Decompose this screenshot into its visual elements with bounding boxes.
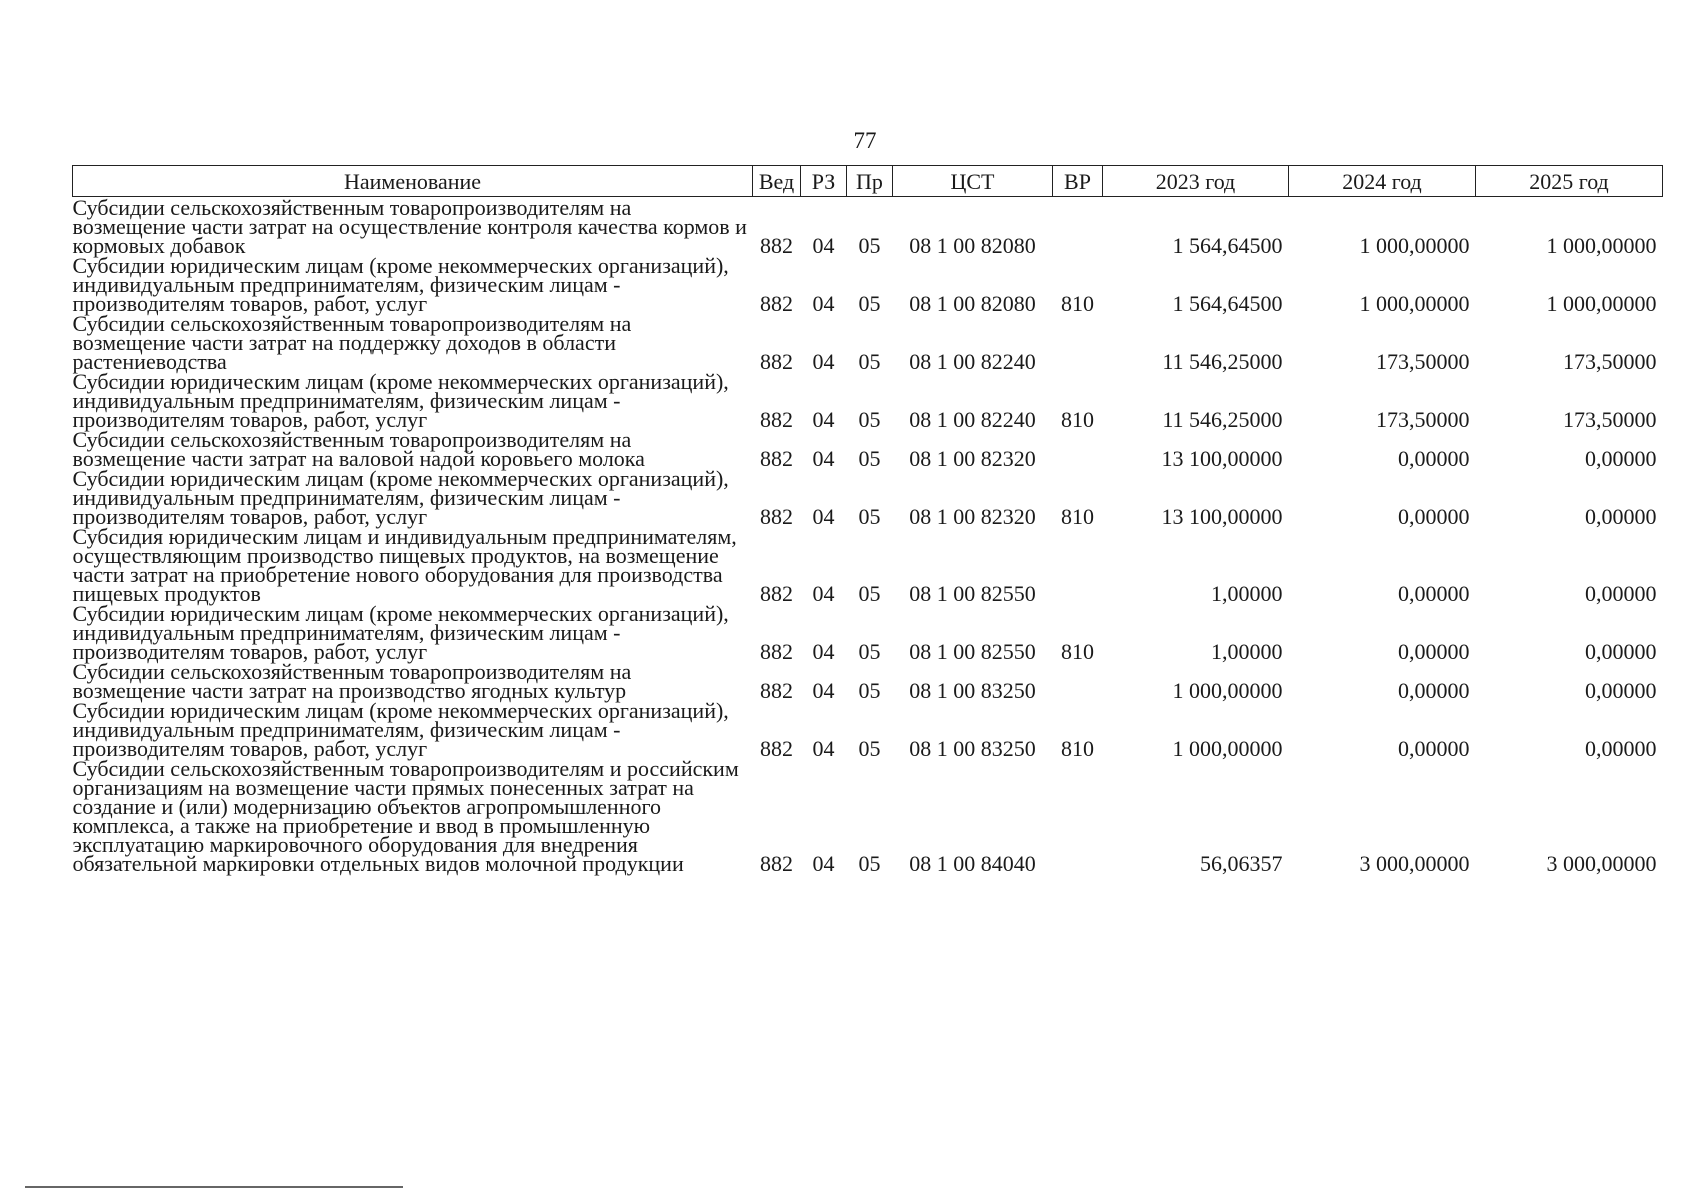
row-ved: 882	[760, 407, 793, 432]
row-2025: 0,00000	[1585, 504, 1657, 529]
row-2025: 3 000,00000	[1546, 851, 1657, 876]
page-number: 77	[853, 128, 877, 153]
row-rz: 04	[812, 407, 835, 432]
table-row	[73, 526, 1663, 603]
row-vr: 810	[1061, 291, 1094, 316]
row-ved: 882	[760, 446, 793, 471]
row-name: Субсидии сельскохозяйственным товаропроизводителям на возмещение части затрат на осуществление контроля качества кормов и кормовых добавок	[72, 195, 747, 258]
row-2025: 1 000,00000	[1546, 291, 1657, 316]
row-cst: 08 1 00 83250	[909, 678, 1036, 703]
row-rz: 04	[812, 736, 835, 761]
row-name: Субсидии юридическим лицам (кроме некоммерческих организаций), индивидуальным предпринимателям, физическим лицам - производителям товаров, работ, услуг	[72, 698, 729, 761]
row-name: Субсидии юридическим лицам (кроме некоммерческих организаций), индивидуальным предпринимателям, физическим лицам - производителям товаров, работ, услуг	[72, 253, 729, 316]
row-rz: 04	[812, 233, 835, 258]
row-2024: 0,00000	[1398, 446, 1470, 471]
row-2023: 56,06357	[1200, 851, 1283, 876]
row-2025: 0,00000	[1585, 678, 1657, 703]
row-cst: 08 1 00 82240	[909, 349, 1036, 374]
header-pr: Пр	[847, 166, 893, 197]
row-name: Субсидия юридическим лицам и индивидуальным предпринимателям, осуществляющим производство пищевых продуктов, на возмещение части затрат на приобретение нового оборудования для производства пищевых продуктов	[72, 524, 737, 606]
header-ved: Вед	[753, 166, 801, 197]
row-2024: 173,50000	[1376, 407, 1470, 432]
row-2025: 0,00000	[1585, 639, 1657, 664]
row-vr: 810	[1061, 736, 1094, 761]
table-row	[73, 197, 1663, 256]
row-cst: 08 1 00 82320	[909, 504, 1036, 529]
budget-table	[72, 165, 1663, 876]
row-vr	[1053, 429, 1103, 468]
row-2024: 3 000,00000	[1359, 851, 1470, 876]
header-vr: ВР	[1053, 166, 1103, 197]
row-rz: 04	[812, 639, 835, 664]
table-row	[73, 700, 1663, 758]
row-vr	[1053, 526, 1103, 603]
row-pr: 05	[858, 446, 881, 471]
row-2023: 1 564,64500	[1172, 233, 1283, 258]
row-vr	[1053, 197, 1103, 256]
row-2023: 1 000,00000	[1172, 736, 1283, 761]
row-ved: 882	[760, 639, 793, 664]
row-2023: 1,00000	[1211, 639, 1283, 664]
row-pr: 05	[858, 407, 881, 432]
row-pr: 05	[858, 349, 881, 374]
row-name: Субсидии сельскохозяйственным товаропроизводителям на возмещение части затрат на поддержку доходов в области растениеводства	[72, 311, 632, 374]
row-pr: 05	[858, 639, 881, 664]
row-ved: 882	[760, 581, 793, 606]
row-vr	[1053, 313, 1103, 371]
row-2023: 13 100,00000	[1161, 446, 1283, 471]
row-pr: 05	[858, 851, 881, 876]
row-rz: 04	[812, 504, 835, 529]
row-cst: 08 1 00 82080	[909, 291, 1036, 316]
row-rz: 04	[812, 446, 835, 471]
row-name: Субсидии юридическим лицам (кроме некоммерческих организаций), индивидуальным предпринимателям, физическим лицам - производителям товаров, работ, услуг	[72, 466, 729, 529]
row-vr: 810	[1061, 639, 1094, 664]
row-2023: 1 000,00000	[1172, 678, 1283, 703]
row-pr: 05	[858, 581, 881, 606]
row-rz: 04	[812, 851, 835, 876]
row-name: Субсидии сельскохозяйственным товаропроизводителям и российским организациям на возмещение части прямых понесенных затрат на создание и (или) модернизацию объектов агропромышленного комплекса, а также на приобретение и ввод в промышленную эксплуатацию маркировочного оборудования для внедрения обязательной маркировки отдельных видов молочной продукции	[72, 756, 739, 876]
row-2024: 0,00000	[1398, 678, 1470, 703]
row-2025: 0,00000	[1585, 446, 1657, 471]
row-2024: 0,00000	[1398, 736, 1470, 761]
row-cst: 08 1 00 82320	[909, 446, 1036, 471]
row-2025: 0,00000	[1585, 581, 1657, 606]
row-pr: 05	[858, 736, 881, 761]
table-row	[73, 313, 1663, 371]
table-header-row	[73, 166, 1663, 197]
row-name: Субсидии сельскохозяйственным товаропроизводителям на возмещение части затрат на производство ягодных культур	[72, 659, 632, 703]
row-cst: 08 1 00 82080	[909, 233, 1036, 258]
header-name: Наименование	[73, 166, 753, 197]
row-pr: 05	[858, 504, 881, 529]
row-ved: 882	[760, 736, 793, 761]
row-ved: 882	[760, 233, 793, 258]
row-2023: 1 564,64500	[1172, 291, 1283, 316]
header-2024: 2024 год	[1289, 166, 1476, 197]
row-vr	[1053, 758, 1103, 873]
row-cst: 08 1 00 83250	[909, 736, 1036, 761]
row-vr: 810	[1061, 407, 1094, 432]
table-row	[73, 603, 1663, 661]
table-row	[73, 661, 1663, 700]
row-name: Субсидии юридическим лицам (кроме некоммерческих организаций), индивидуальным предпринимателям, физическим лицам - производителям товаров, работ, услуг	[72, 601, 729, 664]
row-pr: 05	[858, 291, 881, 316]
header-2025: 2025 год	[1476, 166, 1663, 197]
row-pr: 05	[858, 233, 881, 258]
row-pr: 05	[858, 678, 881, 703]
row-ved: 882	[760, 291, 793, 316]
row-cst: 08 1 00 82550	[909, 581, 1036, 606]
row-2023: 13 100,00000	[1161, 504, 1283, 529]
row-ved: 882	[760, 678, 793, 703]
row-vr: 810	[1061, 504, 1094, 529]
footer-divider	[25, 1186, 403, 1188]
row-rz: 04	[812, 581, 835, 606]
row-cst: 08 1 00 82240	[909, 407, 1036, 432]
row-ved: 882	[760, 349, 793, 374]
row-2023: 1,00000	[1211, 581, 1283, 606]
row-2024: 0,00000	[1398, 581, 1470, 606]
row-2025: 173,50000	[1563, 349, 1657, 374]
row-2024: 0,00000	[1398, 504, 1470, 529]
row-2023: 11 546,25000	[1162, 407, 1283, 432]
row-2025: 0,00000	[1585, 736, 1657, 761]
row-2025: 1 000,00000	[1546, 233, 1657, 258]
row-2024: 1 000,00000	[1359, 291, 1470, 316]
table-row	[73, 255, 1663, 313]
row-ved: 882	[760, 504, 793, 529]
row-name: Субсидии юридическим лицам (кроме некоммерческих организаций), индивидуальным предпринимателям, физическим лицам - производителям товаров, работ, услуг	[72, 369, 729, 432]
header-cst: ЦСТ	[893, 166, 1053, 197]
header-rz: РЗ	[801, 166, 847, 197]
table-row	[73, 371, 1663, 429]
row-2025: 173,50000	[1563, 407, 1657, 432]
table-row	[73, 468, 1663, 526]
row-rz: 04	[812, 291, 835, 316]
row-vr	[1053, 661, 1103, 700]
row-ved: 882	[760, 851, 793, 876]
row-rz: 04	[812, 678, 835, 703]
row-2024: 1 000,00000	[1359, 233, 1470, 258]
row-name: Субсидии сельскохозяйственным товаропроизводителям на возмещение части затрат на валовой надой коровьего молока	[72, 427, 645, 471]
header-2023: 2023 год	[1103, 166, 1289, 197]
row-cst: 08 1 00 84040	[909, 851, 1036, 876]
table-row	[73, 758, 1663, 873]
row-cst: 08 1 00 82550	[909, 639, 1036, 664]
row-2024: 0,00000	[1398, 639, 1470, 664]
row-2023: 11 546,25000	[1162, 349, 1283, 374]
row-2024: 173,50000	[1376, 349, 1470, 374]
row-rz: 04	[812, 349, 835, 374]
table-row	[73, 429, 1663, 468]
